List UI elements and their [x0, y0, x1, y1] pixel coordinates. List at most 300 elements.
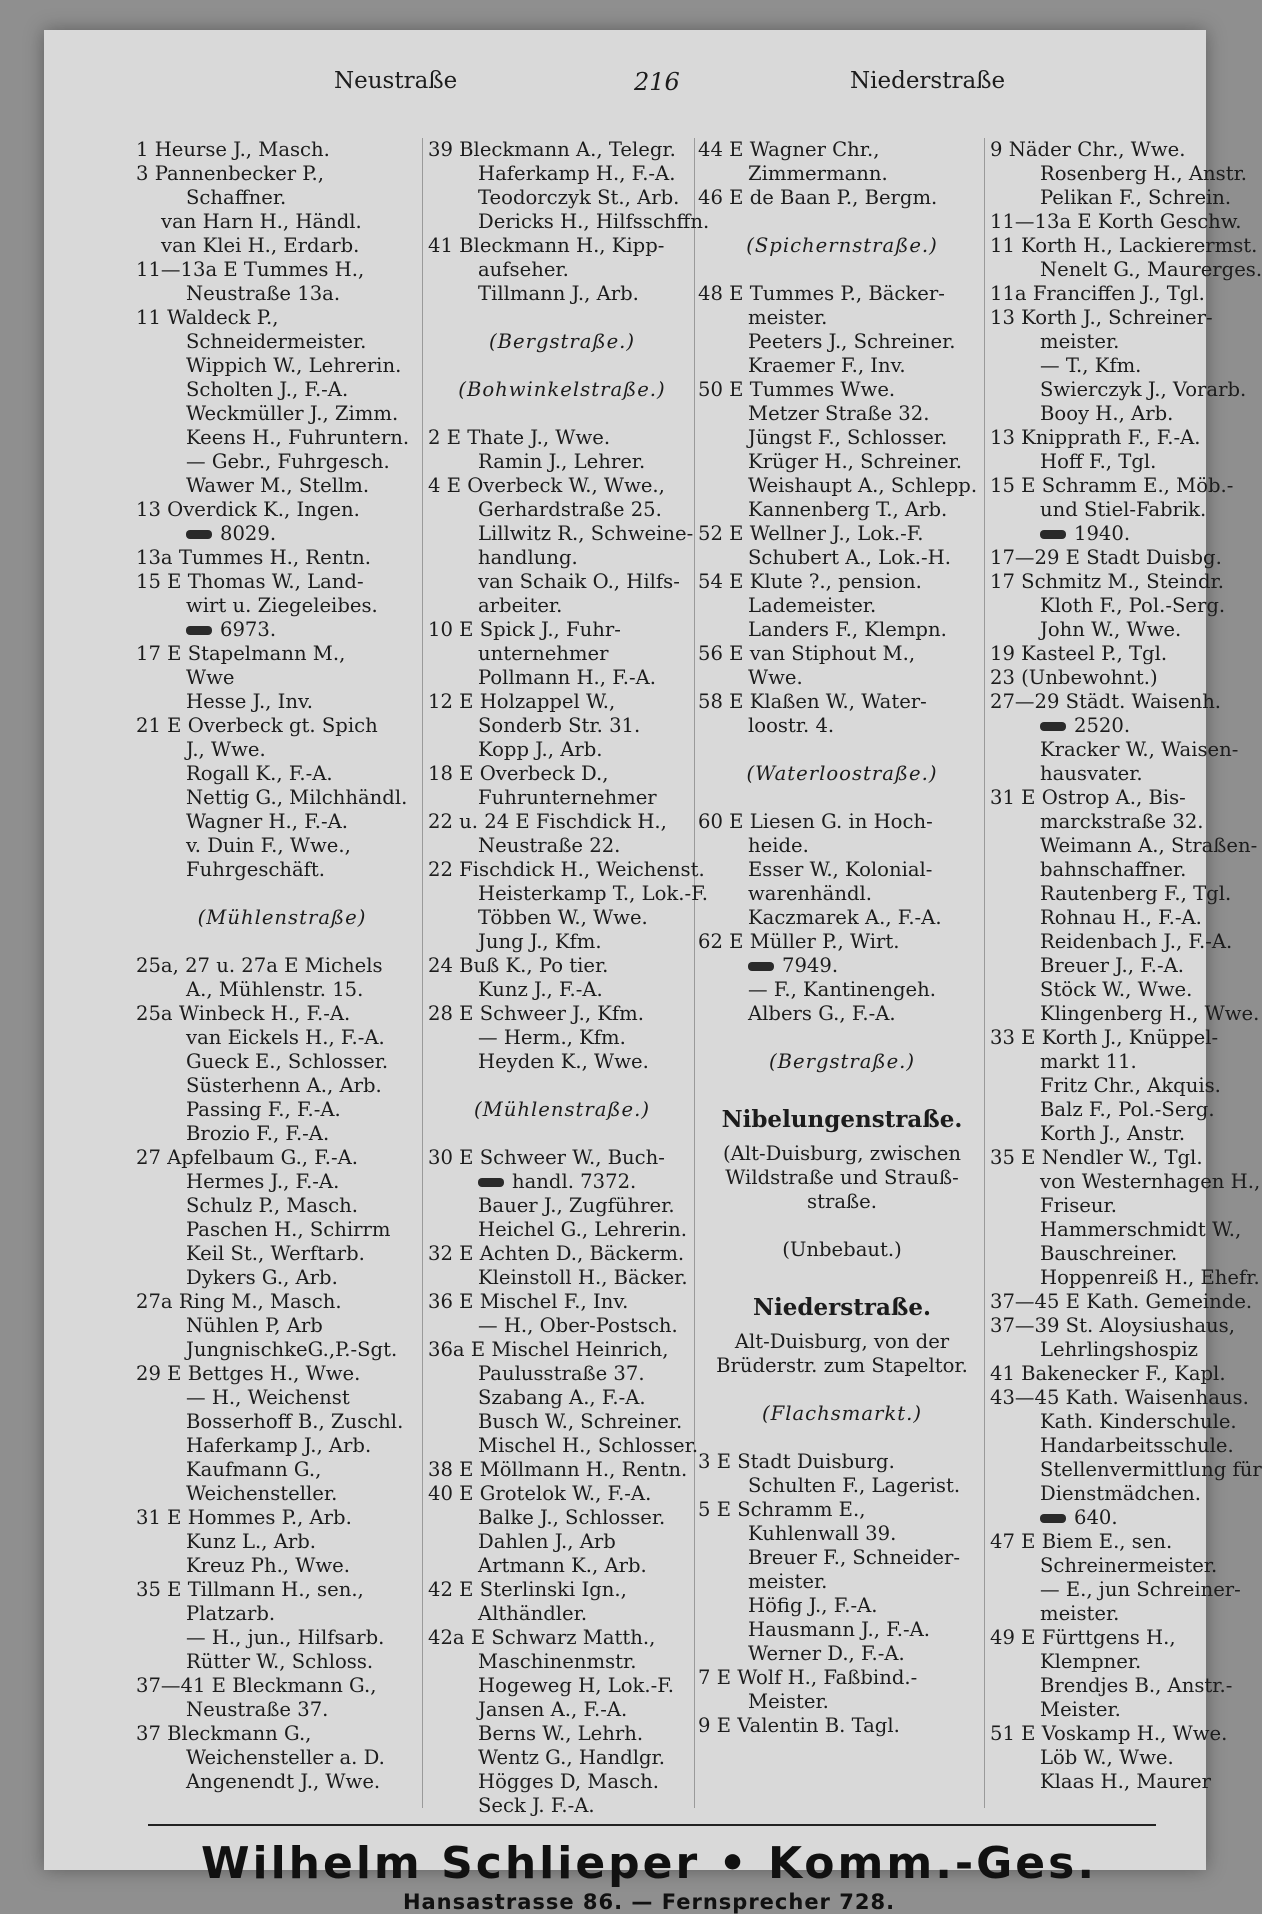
entry-text: Kuhlenwall 39.: [748, 1522, 897, 1545]
entry-text: Többen W., Wwe.: [478, 906, 648, 929]
directory-entry: [990, 1362, 1226, 1386]
spacer: [698, 210, 986, 234]
entry-text: 31 E Hommes P., Arb.: [136, 1506, 352, 1529]
entry-text: Werner D., F.-A.: [748, 1642, 905, 1665]
entry-text: 17 E Stapelmann M.,: [136, 642, 346, 665]
entry-text: Kannenberg T., Arb.: [748, 498, 948, 521]
entry-text: John W., Wwe.: [1040, 618, 1182, 641]
telephone-icon: [1040, 722, 1066, 731]
entry-text: Wagner H., F.-A.: [186, 810, 349, 833]
directory-entry-continued: [990, 1482, 1200, 1506]
entry-text: 49 E Fürttgens H.,: [990, 1626, 1176, 1649]
directory-entry-continued: [990, 714, 1200, 738]
entry-text: 9 Näder Chr., Wwe.: [990, 138, 1186, 161]
directory-entry-continued: [136, 1434, 428, 1458]
directory-entry-continued: [428, 210, 710, 234]
directory-entry-continued: [428, 594, 696, 618]
directory-entry-continued: [136, 474, 428, 498]
directory-entry-continued: [990, 1602, 1200, 1626]
entry-text: Maschinenmstr.: [478, 1650, 637, 1673]
directory-entry-continued: [990, 1458, 1262, 1482]
directory-entry: [990, 642, 1200, 666]
entry-text: Kreuz Ph., Wwe.: [186, 1554, 350, 1577]
directory-entry-continued: [990, 882, 1232, 906]
entry-text: van Eickels H., F.-A.: [186, 1026, 385, 1049]
directory-entry: [428, 234, 696, 258]
entry-text: 22 Fischdick H., Weichenst.: [428, 858, 705, 881]
spacer: [136, 930, 428, 954]
entry-text: 36 E Mischel F., Inv.: [428, 1290, 629, 1313]
entry-text: Neustraße 22.: [478, 834, 621, 857]
directory-entry-continued: [698, 1522, 986, 1546]
directory-entry: [990, 1530, 1200, 1554]
entry-text: Paschen H., Schirrm: [186, 1218, 391, 1241]
entry-text: Brüderstr. zum Stapeltor.: [716, 1354, 968, 1377]
directory-entry-continued: [990, 1074, 1221, 1098]
entry-text: Sonderb Str. 31.: [478, 714, 641, 737]
entry-text: Metzer Straße 32.: [748, 402, 930, 425]
directory-entry-continued: [698, 354, 986, 378]
directory-entry-continued: [428, 1674, 696, 1698]
entry-text: 22 u. 24 E Fischdick H.,: [428, 810, 667, 833]
directory-entry-continued: [698, 498, 986, 522]
directory-entry-continued: [698, 426, 986, 450]
entry-text: 8029.: [220, 522, 277, 545]
entry-text: Alt-Duisburg, von der: [734, 1330, 950, 1353]
directory-entry-continued: [136, 594, 428, 618]
entry-text: Jüngst F., Schlosser.: [748, 426, 948, 449]
entry-text: 50 E Tummes Wwe.: [698, 378, 896, 401]
entry-text: Kracker W., Waisen-: [1040, 738, 1239, 761]
entry-text: Schulten F., Lagerist.: [748, 1474, 961, 1497]
directory-entry-continued: [428, 1434, 699, 1458]
directory-entry-continued: [136, 1770, 428, 1794]
directory-entry-continued: [428, 258, 696, 282]
entry-text: Gueck E., Schlosser.: [186, 1050, 389, 1073]
entry-text: Krüger H., Schreiner.: [748, 450, 963, 473]
directory-entry-continued: [428, 1026, 696, 1050]
street-heading: [136, 906, 428, 930]
directory-entry-continued: [990, 1434, 1234, 1458]
entry-text: Ramin J., Lehrer.: [478, 450, 646, 473]
directory-entry-continued: [990, 1002, 1260, 1026]
directory-entry-continued: [990, 1674, 1233, 1698]
directory-entry-continued: [136, 1458, 428, 1482]
entry-text: Gerhardstraße 25.: [478, 498, 662, 521]
entry-text: 13a Tummes H., Rentn.: [136, 546, 372, 569]
directory-entry-continued: [428, 1650, 696, 1674]
entry-text: 44 E Wagner Chr.,: [698, 138, 880, 161]
entry-text: Nettig G., Milchhändl.: [186, 786, 408, 809]
entry-text: 40 E Grotelok W., F.-A.: [428, 1482, 652, 1505]
directory-entry-continued: [136, 1266, 428, 1290]
street-description: [698, 1142, 986, 1166]
entry-text: 7949.: [782, 954, 839, 977]
directory-entry: [428, 1146, 696, 1170]
directory-entry-continued: [136, 1170, 428, 1194]
directory-entry-continued: [990, 1770, 1212, 1794]
entry-text: unternehmer: [478, 642, 609, 665]
entry-text: 60 E Liesen G. in Hoch-: [698, 810, 933, 833]
directory-entry-continued: [990, 1698, 1200, 1722]
entry-text: Angenendt J., Wwe.: [186, 1770, 381, 1793]
entry-text: wirt u. Ziegeleibes.: [186, 594, 378, 617]
directory-entry-continued: [698, 618, 986, 642]
directory-entry: [698, 282, 986, 306]
entry-text: Friseur.: [1040, 1194, 1117, 1217]
entry-text: 11—13a E Tummes H.,: [136, 258, 365, 281]
entry-text: handlung.: [478, 546, 578, 569]
header-right-street: Niederstraße: [850, 68, 1006, 94]
directory-entry: [698, 1450, 986, 1474]
telephone-icon: [186, 530, 212, 539]
entry-text: heide.: [748, 834, 809, 857]
entry-text: 37—39 St. Aloysiushaus,: [990, 1314, 1235, 1337]
entry-text: Heichel G., Lehrerin.: [478, 1218, 687, 1241]
street-heading: [698, 1402, 986, 1426]
directory-entry: [136, 1002, 428, 1026]
directory-entry: [698, 642, 986, 666]
directory-entry: [990, 474, 1234, 498]
entry-text: Hesse J., Inv.: [186, 690, 313, 713]
directory-entry-continued: [698, 1002, 986, 1026]
entry-text: Berns W., Lehrh.: [478, 1722, 644, 1745]
entry-text: 56 E van Stiphout M.,: [698, 642, 916, 665]
directory-entry: [136, 162, 428, 186]
entry-text: Platzarb.: [186, 1602, 276, 1625]
entry-text: Breuer F., Schneider-: [748, 1546, 961, 1569]
entry-text: Passing F., F.-A.: [186, 1098, 341, 1121]
directory-entry-continued: [428, 1554, 696, 1578]
entry-text: Hausmann J., F.-A.: [748, 1618, 930, 1641]
entry-text: Reidenbach J., F.-A.: [1040, 930, 1233, 953]
directory-entry: [136, 234, 428, 258]
entry-text: marckstraße 32.: [1040, 810, 1204, 833]
directory-entry-continued: [698, 1474, 986, 1498]
directory-entry: [428, 138, 696, 162]
directory-entry: [428, 1578, 696, 1602]
directory-entry-continued: [698, 594, 986, 618]
directory-entry: [428, 474, 696, 498]
spacer: [698, 1214, 986, 1238]
directory-entry-continued: [990, 930, 1233, 954]
entry-text: Dericks H., Hilfsschffn.: [478, 210, 710, 233]
entry-text: 11 Korth H., Lackierermst.: [990, 234, 1258, 257]
directory-entry-continued: [428, 1386, 696, 1410]
entry-text: 62 E Müller P., Wirt.: [698, 930, 900, 953]
entry-text: Kraemer F., Inv.: [748, 354, 906, 377]
directory-entry-continued: [428, 522, 696, 546]
entry-text: hausvater.: [1040, 762, 1143, 785]
directory-entry: [990, 306, 1213, 330]
street-description: [698, 1190, 986, 1214]
entry-text: 11a Franciffen J., Tgl.: [990, 282, 1205, 305]
entry-text: Kunz L., Arb.: [186, 1530, 316, 1553]
entry-text: Lademeister.: [748, 594, 877, 617]
directory-entry-continued: [136, 1050, 428, 1074]
directory-entry: [428, 954, 696, 978]
directory-entry-continued: [990, 1650, 1200, 1674]
directory-entry-continued: [990, 402, 1200, 426]
directory-entry-continued: [698, 666, 986, 690]
entry-text: van Klei H., Erdarb.: [161, 234, 360, 257]
directory-entry: [698, 138, 986, 162]
telephone-icon: [748, 962, 774, 971]
directory-entry-continued: [428, 1794, 696, 1818]
entry-text: Kleinstoll H., Bäcker.: [478, 1266, 688, 1289]
directory-entry-continued: [136, 1386, 428, 1410]
directory-entry-continued: [136, 354, 428, 378]
directory-entry-continued: [990, 1410, 1237, 1434]
entry-text: Schneidermeister.: [186, 330, 367, 353]
directory-entry: [990, 570, 1224, 594]
entry-text: Dienstmädchen.: [1040, 1482, 1201, 1505]
directory-entry: [428, 1338, 696, 1362]
directory-entry: [428, 618, 696, 642]
directory-entry-continued: [698, 1618, 986, 1642]
entry-text: — H., Ober-Postsch.: [478, 1314, 678, 1337]
directory-entry-continued: [136, 978, 428, 1002]
directory-entry-continued: [428, 882, 708, 906]
entry-text: 2 E Thate J., Wwe.: [428, 426, 611, 449]
directory-entry-continued: [990, 522, 1200, 546]
directory-entry-continued: [990, 354, 1200, 378]
directory-entry-continued: [136, 1026, 428, 1050]
directory-entry-continued: [428, 714, 696, 738]
directory-entry-continued: [136, 738, 428, 762]
entry-text: — E., jun Schreiner-: [1040, 1578, 1241, 1601]
directory-entry-continued: [136, 282, 428, 306]
directory-entry: [136, 1722, 428, 1746]
entry-text: 21 E Overbeck gt. Spich: [136, 714, 378, 737]
directory-entry-continued: [428, 1410, 696, 1434]
entry-text: Löb W., Wwe.: [1040, 1746, 1174, 1769]
entry-text: (Bergstraße.): [488, 330, 636, 353]
entry-text: meister.: [1040, 1602, 1120, 1625]
entry-text: 46 E de Baan P., Bergm.: [698, 186, 938, 209]
entry-text: Wildstraße und Strauß-: [725, 1166, 959, 1189]
entry-text: 35 E Nendler W., Tgl.: [990, 1146, 1203, 1169]
spacer: [698, 1262, 986, 1286]
spacer: [698, 738, 986, 762]
street-heading: [698, 234, 986, 258]
entry-text: Scholten J., F.-A.: [186, 378, 349, 401]
entry-text: Kloth F., Pol.-Serg.: [1040, 594, 1226, 617]
directory-entry: [136, 210, 428, 234]
directory-entry: [990, 1290, 1253, 1314]
directory-entry-continued: [698, 1594, 986, 1618]
directory-entry: [698, 570, 986, 594]
directory-entry-continued: [428, 978, 696, 1002]
entry-text: (Mühlenstraße.): [474, 1098, 650, 1121]
entry-text: Weichensteller.: [186, 1482, 338, 1505]
directory-entry: [428, 1290, 696, 1314]
entry-text: 5 E Schramm E.,: [698, 1498, 866, 1521]
directory-entry-continued: [698, 162, 986, 186]
directory-entry-continued: [990, 1578, 1241, 1602]
entry-text: markt 11.: [1040, 1050, 1137, 1073]
directory-entry-continued: [428, 1506, 696, 1530]
advertisement-title: Wilhelm Schlieper • Komm.-Ges.: [200, 1838, 1098, 1889]
entry-text: — Herm., Kfm.: [478, 1026, 626, 1049]
directory-entry: [136, 498, 428, 522]
directory-entry-continued: [990, 162, 1248, 186]
entry-text: Tillmann J., Arb.: [478, 282, 639, 305]
entry-text: 25a, 27 u. 27a E Michels: [136, 954, 383, 977]
section-title: [698, 1098, 986, 1142]
directory-entry-continued: [136, 186, 428, 210]
entry-text: 27—29 Städt. Waisenh.: [990, 690, 1222, 713]
entry-text: — T., Kfm.: [1040, 354, 1142, 377]
entry-text: Wwe: [186, 666, 235, 689]
spacer: [698, 1074, 986, 1098]
entry-text: Artmann K., Arb.: [478, 1554, 647, 1577]
entry-text: 1 Heurse J., Masch.: [136, 138, 330, 161]
spacer: [698, 258, 986, 282]
spacer: [698, 1378, 986, 1402]
entry-text: Hoppenreiß H., Ehefr.: [1040, 1266, 1260, 1289]
directory-entry-continued: [428, 1770, 696, 1794]
directory-entry-continued: [136, 666, 428, 690]
street-description: [698, 1238, 986, 1262]
entry-text: 36a E Mischel Heinrich,: [428, 1338, 669, 1361]
directory-entry-continued: [136, 858, 428, 882]
directory-entry-continued: [136, 1242, 428, 1266]
entry-text: Fritz Chr., Akquis.: [1040, 1074, 1221, 1097]
entry-text: Dykers G., Arb.: [186, 1266, 338, 1289]
directory-entry-continued: [136, 426, 428, 450]
directory-entry-continued: [990, 594, 1226, 618]
directory-entry-continued: [136, 1314, 428, 1338]
entry-text: (Alt-Duisburg, zwischen: [723, 1142, 961, 1165]
entry-text: JungnischkeG.,P.-Sgt.: [186, 1338, 398, 1361]
entry-text: 30 E Schweer W., Buch-: [428, 1146, 665, 1169]
entry-text: Zimmermann.: [748, 162, 888, 185]
entry-text: J., Wwe.: [186, 738, 266, 761]
street-description: [698, 1166, 986, 1190]
entry-text: 58 E Klaßen W., Water-: [698, 690, 927, 713]
entry-text: Brozio F., F.-A.: [186, 1122, 330, 1145]
directory-entry-continued: [428, 450, 696, 474]
entry-text: Süsterhenn A., Arb.: [186, 1074, 382, 1097]
header-left-street: Neustraße: [334, 68, 458, 94]
entry-text: Heisterkamp T., Lok.-F.: [478, 882, 708, 905]
entry-text: Hoff F., Tgl.: [1040, 450, 1157, 473]
directory-entry-continued: [990, 498, 1207, 522]
directory-entry-continued: [428, 1530, 696, 1554]
telephone-icon: [478, 1178, 504, 1187]
directory-entry-continued: [698, 474, 986, 498]
directory-entry-continued: [698, 546, 986, 570]
directory-entry: [698, 522, 986, 546]
entry-text: (Unbebaut.): [782, 1238, 902, 1261]
directory-entry-continued: [136, 1530, 428, 1554]
directory-entry-continued: [698, 1546, 986, 1570]
entry-text: Klempner.: [1040, 1650, 1142, 1673]
street-heading: [698, 1050, 986, 1074]
directory-entry-continued: [136, 1098, 428, 1122]
entry-text: Busch W., Schreiner.: [478, 1410, 683, 1433]
entry-text: Pelikan F., Schrein.: [1040, 186, 1232, 209]
directory-entry: [428, 858, 705, 882]
entry-text: 13 Knipprath F., F.-A.: [990, 426, 1201, 449]
directory-entry-continued: [990, 810, 1204, 834]
entry-text: Kaufmann G.,: [186, 1458, 322, 1481]
entry-text: Fuhrgeschäft.: [186, 858, 326, 881]
directory-entry-continued: [136, 810, 428, 834]
spacer: [136, 882, 428, 906]
directory-entry-continued: [136, 1194, 428, 1218]
directory-entry-continued: [428, 1722, 696, 1746]
directory-entry-continued: [428, 282, 696, 306]
directory-entry: [698, 1498, 986, 1522]
directory-entry-continued: [428, 738, 696, 762]
directory-entry-continued: [990, 906, 1200, 930]
directory-entry-continued: [990, 1338, 1200, 1362]
directory-entry-continued: [136, 834, 428, 858]
directory-entry-continued: [136, 1650, 428, 1674]
telephone-icon: [1040, 530, 1066, 539]
entry-text: Lillwitz R., Schweine-: [478, 522, 694, 545]
directory-entry: [136, 306, 428, 330]
directory-entry-continued: [428, 786, 696, 810]
directory-entry: [990, 210, 1242, 234]
entry-text: Jansen A., F.-A.: [478, 1698, 628, 1721]
entry-text: 15 E Thomas W., Land-: [136, 570, 364, 593]
directory-entry: [428, 1002, 696, 1026]
entry-text: 9 E Valentin B. Tagl.: [698, 1714, 900, 1737]
directory-entry: [990, 1314, 1235, 1338]
entry-text: 3 E Stadt Duisburg.: [698, 1450, 895, 1473]
entry-text: Schulz P., Masch.: [186, 1194, 358, 1217]
directory-entry: [428, 1242, 696, 1266]
telephone-icon: [1040, 1514, 1066, 1523]
directory-entry: [136, 1506, 428, 1530]
entry-text: Dahlen J., Arb: [478, 1530, 616, 1553]
entry-text: 11 Waldeck P.,: [136, 306, 279, 329]
footer-rule: [148, 1824, 1156, 1826]
directory-entry-continued: [136, 1122, 428, 1146]
entry-text: Nibelungenstraße.: [721, 1106, 963, 1133]
directory-entry-continued: [136, 378, 428, 402]
entry-text: 23 (Unbewohnt.): [990, 666, 1158, 689]
directory-entry: [428, 810, 696, 834]
entry-text: Esser W., Kolonial-: [748, 858, 933, 881]
directory-entry-continued: [428, 1746, 696, 1770]
directory-entry-continued: [136, 402, 428, 426]
directory-entry-continued: [428, 546, 696, 570]
spacer: [428, 1074, 696, 1098]
entry-text: Hogeweg H, Lok.-F.: [478, 1674, 675, 1697]
directory-entry-continued: [990, 1506, 1200, 1530]
directory-entry-continued: [428, 1218, 696, 1242]
entry-text: 38 E Möllmann H., Rentn.: [428, 1458, 688, 1481]
entry-text: Kopp J., Arb.: [478, 738, 603, 761]
directory-entry-continued: [698, 450, 986, 474]
directory-entry-continued: [428, 1194, 696, 1218]
street-heading: [428, 378, 696, 402]
entry-text: 42 E Sterlinski Ign.,: [428, 1578, 627, 1601]
directory-entry: [136, 1146, 428, 1170]
entry-text: Kunz J., F.-A.: [478, 978, 603, 1001]
entry-text: Bauschreiner.: [1040, 1242, 1178, 1265]
directory-entry-continued: [990, 834, 1258, 858]
directory-entry-continued: [990, 1218, 1242, 1242]
entry-text: Schubert A., Lok.-H.: [748, 546, 951, 569]
directory-entry-continued: [136, 786, 428, 810]
directory-entry: [990, 1386, 1249, 1410]
entry-text: 52 E Wellner J., Lok.-F.: [698, 522, 924, 545]
